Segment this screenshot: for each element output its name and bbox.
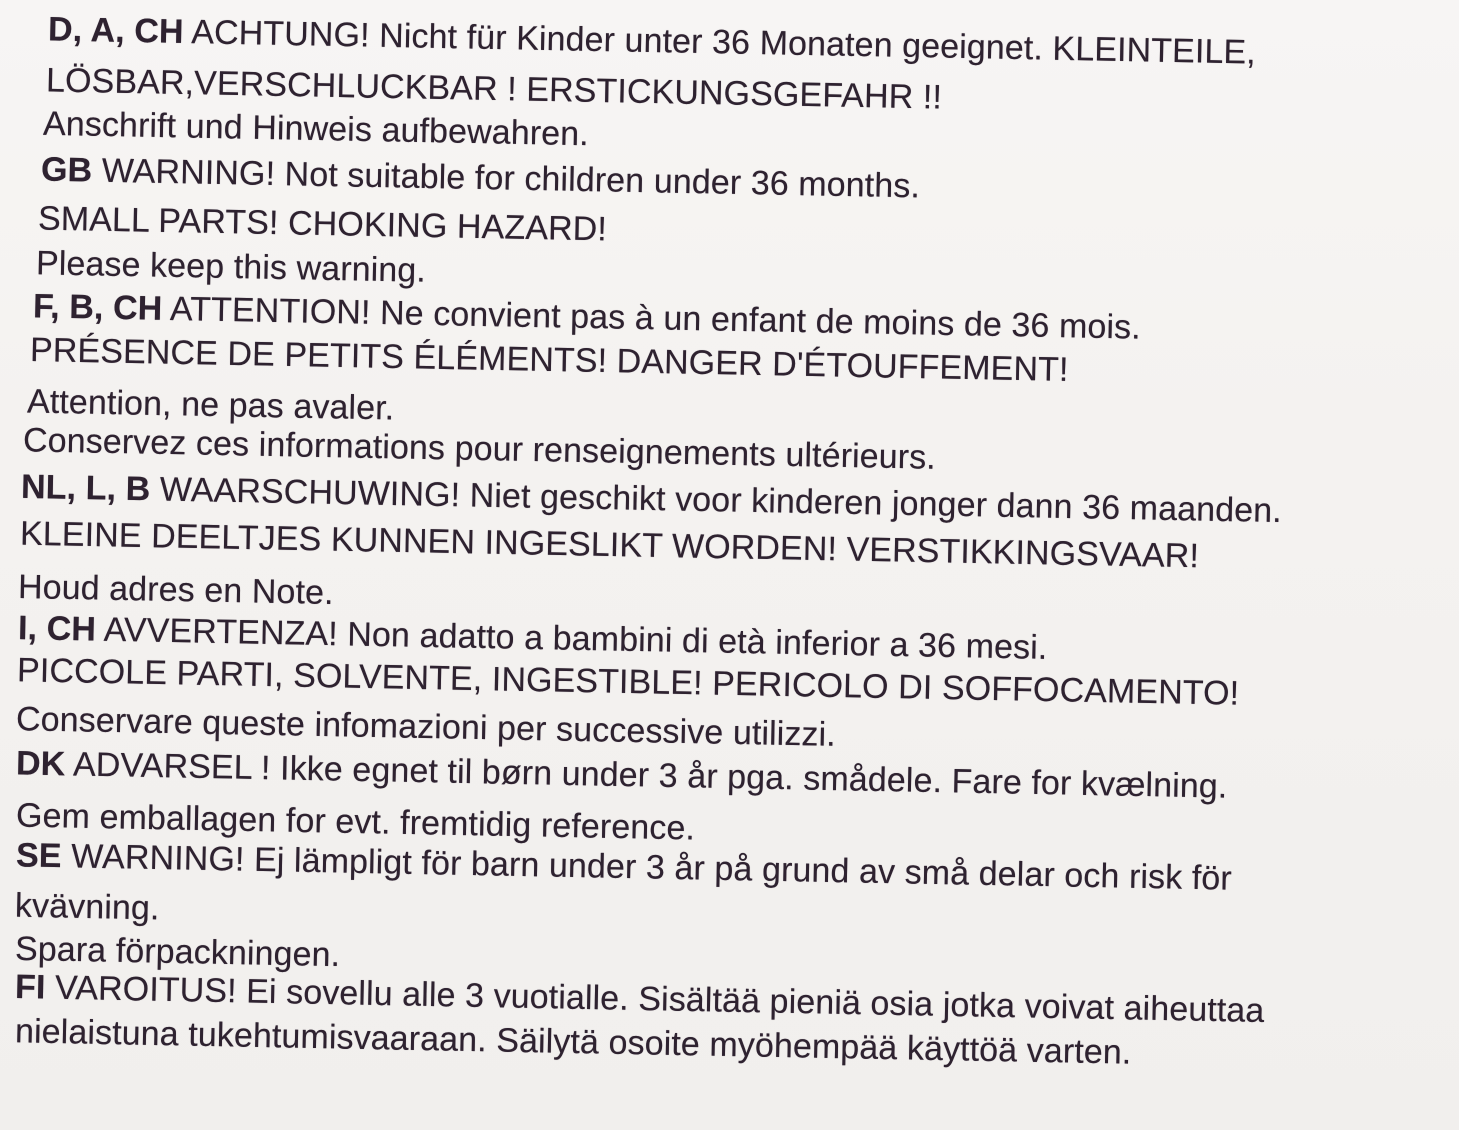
warning-text-fi: VAROITUS! Ei sovellu alle 3 vuotialle. Sisältää pieniä osia jotka voivat aiheuttaa	[45, 968, 1265, 1030]
warning-line-it-2: PICCOLE PARTI, SOLVENTE, INGESTIBLE! PERICOLO DI SOFFOCAMENTO!	[16, 651, 1240, 713]
warning-line-nl-2: KLEINE DEELTJES KUNNEN INGESLIKT WORDEN! VERSTIKKINGSVAAR!	[19, 514, 1200, 576]
warning-text-de: ACHTUNG! Nicht für Kinder unter 36 Monaten geeignet. KLEINTEILE,	[183, 13, 1257, 72]
warning-text-fr: ATTENTION! Ne convient pas à un enfant de moins de 36 mois.	[161, 289, 1142, 347]
warning-line-nl-3: Houd adres en Note.	[17, 567, 334, 613]
country-code-gb: GB	[40, 150, 93, 190]
warning-line-dk-2: Gem emballagen for evt. fremtidig reference.	[15, 796, 696, 848]
warning-line-se-heading	[15, 836, 1233, 898]
country-code-dk: DK	[15, 744, 66, 784]
warning-line-it-3: Conservare queste infomazioni per successive utilizzi.	[15, 700, 837, 754]
country-code-se: SE	[15, 836, 63, 876]
warning-text-gb: WARNING! Not suitable for children under 36 months.	[91, 151, 921, 206]
warning-line-se-2: kvävning.	[14, 886, 160, 928]
warning-line-gb-heading	[40, 150, 921, 206]
warning-line-de-3: Anschrift und Hinweis aufbewahren.	[42, 104, 590, 154]
warning-line-gb-2: SMALL PARTS! CHOKING HAZARD!	[37, 199, 608, 249]
country-code-de: D, A, CH	[47, 10, 184, 52]
country-code-it: I, CH	[17, 609, 97, 649]
warning-line-fr-2: PRÉSENCE DE PETITS ÉLÉMENTS! DANGER D'ÉTOUFFEMENT!	[29, 331, 1069, 389]
warning-text-se: WARNING! Ej lämpligt för barn under 3 år på grund av små delar och risk för	[61, 837, 1233, 898]
warning-line-dk-heading	[15, 744, 1228, 806]
warning-line-de-heading	[47, 10, 1257, 72]
warning-text-it: AVVERTENZA! Non adatto a bambini di età inferior a 36 mesi.	[95, 610, 1048, 667]
country-code-nl: NL, L, B	[20, 467, 151, 509]
warning-line-fr-4: Conservez ces informations pour renseignements ultérieurs.	[22, 421, 937, 477]
warning-line-de-2: LÖSBAR,VERSCHLUCKBAR ! ERSTICKUNGSGEFAHR !!	[45, 61, 943, 117]
warning-line-se-3: Spara förpackningen.	[14, 929, 341, 975]
country-code-fi: FI	[14, 968, 46, 1007]
warning-line-fr-3: Attention, ne pas avaler.	[26, 382, 395, 428]
warning-text-nl: WAARSCHUWING! Niet geschikt voor kinderen jonger dann 36 maanden.	[149, 470, 1283, 531]
warning-line-gb-3: Please keep this warning.	[35, 244, 427, 290]
country-code-fr: F, B, CH	[32, 287, 163, 328]
warning-text-dk: ADVARSEL ! Ikke egnet til børn under 3 år pga. smådele. Fare for kvælning.	[65, 745, 1228, 806]
warning-line-fi-2: nielaistuna tukehtumisvaaraan. Säilytä osoite myöhempää käyttöä varten.	[14, 1012, 1132, 1072]
